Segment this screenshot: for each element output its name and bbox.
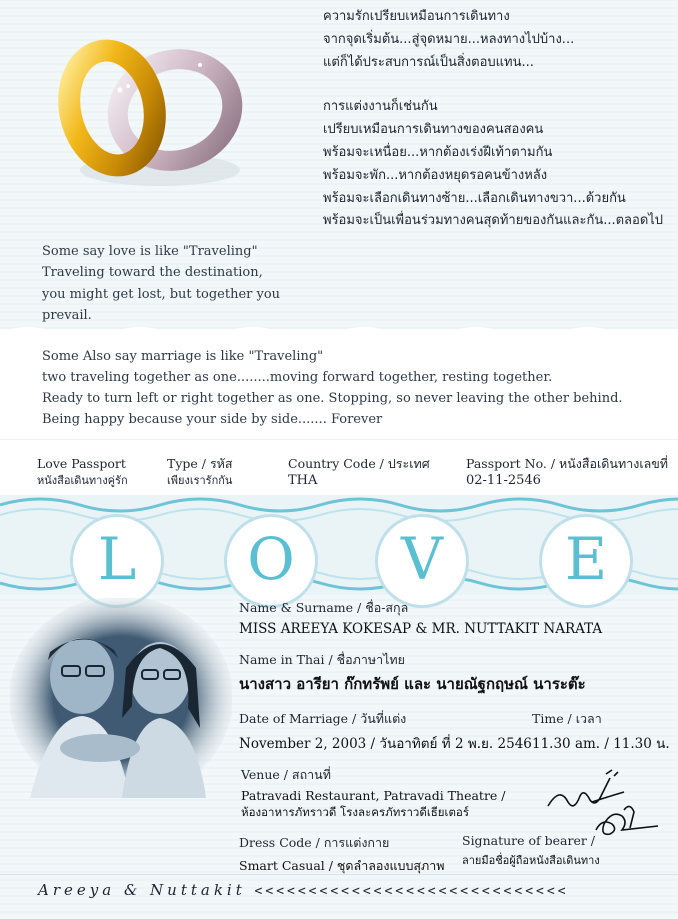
love-passport-label xyxy=(37,455,128,489)
thai-poem-line: เปรียบเหมือนการเดินทางของคนสองคน xyxy=(323,122,544,138)
time-field xyxy=(532,709,672,754)
date-field xyxy=(239,709,532,754)
love-letter-o: O xyxy=(224,514,318,608)
thai-name-value: นางสาว อารียา ก๊กทรัพย์ และ นายณัฐกฤษณ์ นาระต๊ะ xyxy=(239,675,586,693)
dress-code-value: Smart Casual / ชุดลำลองแบบสุภาพ xyxy=(239,858,445,873)
love-passport-th: หนังสือเดินทางคู่รัก xyxy=(37,474,128,487)
date-value: November 2, 2003 / วันอาทิตย์ ที่ 2 พ.ย. 2546 xyxy=(239,736,532,752)
dress-code-field xyxy=(239,833,459,876)
date-label: Date of Marriage / วันที่แต่ง xyxy=(239,711,407,726)
time-value: 11.30 am. / 11.30 น. xyxy=(532,736,670,752)
couple-photo xyxy=(10,598,232,798)
thai-poem-line: พร้อมจะเหนื่อย...หากต้องเร่งฝีเท้าตามกัน xyxy=(323,144,553,160)
type-label: Type / รหัส xyxy=(167,456,233,471)
quote-line: two traveling together as one........moving forward together, resting together. xyxy=(42,370,553,385)
passport-number-value: 02-11-2546 xyxy=(466,473,541,488)
thai-poem-line: พร้อมจะเป็นเพื่อนร่วมทางคนสุดท้ายของกันและกัน...ตลอดไป xyxy=(323,213,664,229)
dress-code-label: Dress Code / การแต่งกาย xyxy=(239,835,390,850)
thai-poem-line: พร้อมจะเลือกเดินทางซ้าย...เลือกเดินทางขวา...ด้วยกัน xyxy=(323,190,626,206)
country-code-field xyxy=(288,455,430,490)
footer-names: Areeya & Nuttakit xyxy=(38,881,246,899)
venue-value-th: ห้องอาหารภัทราวดี โรงละครภัทราวดีเธียเตอร์ xyxy=(241,805,470,819)
signature-label-th: ลายมือชื่อผู้ถือหนังสือเดินทาง xyxy=(462,854,600,867)
country-code-value: THA xyxy=(288,473,318,488)
name-value: MISS AREEYA KOKESAP & MR. NUTTAKIT NARATA xyxy=(239,621,603,637)
quote-line: Traveling toward the destination, xyxy=(42,265,263,281)
type-field xyxy=(167,455,233,489)
thai-name-field xyxy=(239,650,669,696)
quote-line: Being happy because your side by side....... Forever xyxy=(42,412,383,427)
love-passport-en: Love Passport xyxy=(37,456,126,471)
venue-field xyxy=(241,765,541,822)
thai-poem-line: แต่ก็ได้ประสบการณ์เป็นสิ่งตอบแทน... xyxy=(323,54,534,70)
love-letter-l: L xyxy=(70,514,164,608)
love-letter-v: V xyxy=(375,514,469,608)
venue-label: Venue / สถานที่ xyxy=(241,767,331,782)
time-label: Time / เวลา xyxy=(532,711,602,726)
thai-poem-line: พร้อมจะพัก...หากต้องหยุดรอคนข้างหลัง xyxy=(323,167,548,183)
thai-poem xyxy=(323,6,673,233)
footer-chevrons: <<<<<<<<<<<<<<<<<<<<<<<<<<<<< xyxy=(254,884,569,899)
passport-number-field xyxy=(466,455,668,490)
footer-mrz-line xyxy=(38,881,678,899)
handwritten-signatures xyxy=(540,766,670,846)
english-marriage-quote xyxy=(42,346,662,430)
name-field xyxy=(239,598,669,637)
thai-name-label: Name in Thai / ชื่อภาษาไทย xyxy=(239,652,405,667)
wedding-rings-image xyxy=(50,20,245,200)
thai-poem-line: การแต่งงานก็เช่นกัน xyxy=(323,99,438,115)
love-letter-e: E xyxy=(539,514,633,608)
venue-value-en: Patravadi Restaurant, Patravadi Theatre / xyxy=(241,788,506,803)
quote-line: Some say love is like "Traveling" xyxy=(42,244,258,259)
thai-poem-line: จากจุดเริ่มต้น...สู่จุดหมาย...หลงทางไปบ้าง... xyxy=(323,31,575,47)
quote-line: Ready to turn left or right together as one. Stopping, so never leaving the other behind. xyxy=(42,391,623,406)
quote-line: Some Also say marriage is like "Traveling" xyxy=(42,349,324,364)
name-label: Name & Surname / ชื่อ-สกุล xyxy=(239,600,409,615)
passport-number-label: Passport No. / หนังสือเดินทางเลขที่ xyxy=(466,456,669,471)
footer-divider xyxy=(0,874,678,875)
country-code-label: Country Code / ประเทศ xyxy=(288,456,430,471)
signature-label: Signature of bearer / xyxy=(462,833,595,848)
thai-poem-line: ความรักเปรียบเหมือนการเดินทาง xyxy=(323,9,510,24)
quote-line: you might get lost, but together you prevail. xyxy=(42,286,281,323)
type-value: เพียงเรารักกัน xyxy=(167,474,233,487)
